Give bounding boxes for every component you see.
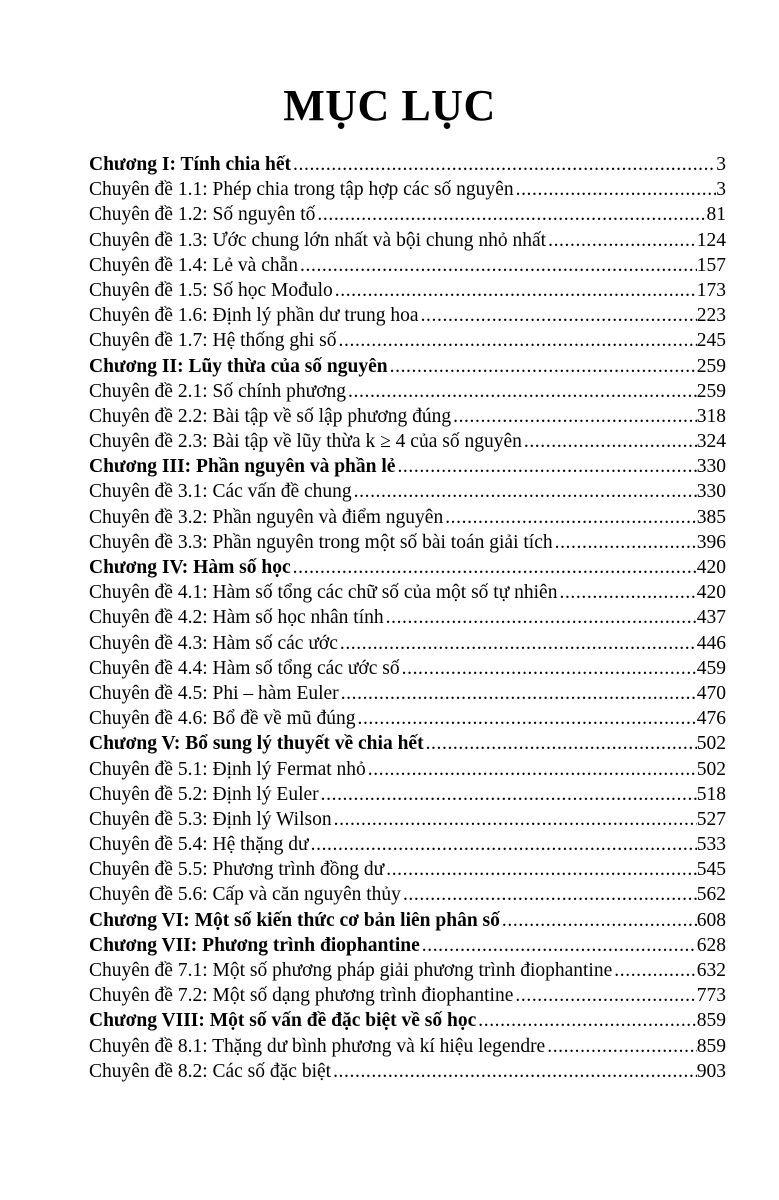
dot-leader (513, 983, 696, 1008)
dot-leader (331, 1059, 697, 1084)
toc-page-number: 259 (696, 380, 726, 402)
toc-section-row[interactable] (89, 1059, 726, 1084)
dot-leader (500, 908, 697, 933)
toc-entry-label: Chương VIII: Một số vấn đề đặc biệt về số học (89, 1010, 477, 1032)
dot-leader (384, 857, 697, 882)
dot-leader (333, 278, 697, 303)
dot-leader (355, 706, 696, 731)
toc-entry-label: Chuyên đề 4.2: Hàm số học nhân tính (89, 607, 384, 629)
dot-leader (315, 202, 706, 227)
toc-entry-label: Chương VI: Một số kiến thức cơ bản liên phân số (89, 909, 500, 931)
toc-page-number: 533 (696, 834, 726, 856)
toc-page-number: 81 (706, 204, 726, 226)
toc-entry-label: Chương VII: Phương trình điophantine (89, 934, 420, 956)
dot-leader (309, 832, 697, 857)
toc-page-number: 527 (696, 808, 726, 830)
toc-chapter-row[interactable] (89, 1008, 726, 1033)
toc-entry-label: Chương V: Bổ sung lý thuyết về chia hết (89, 733, 424, 755)
toc-section-row[interactable] (89, 681, 726, 706)
toc-page-number: 3 (716, 179, 726, 201)
dot-leader (546, 228, 697, 253)
toc-section-row[interactable] (89, 404, 726, 429)
toc-section-row[interactable] (89, 958, 726, 983)
toc-section-row[interactable] (89, 228, 726, 253)
toc-page-number: 545 (696, 859, 726, 881)
toc-entry-label: Chuyên đề 4.5: Phi – hàm Euler (89, 682, 339, 704)
toc-entry-label: Chuyên đề 1.4: Lẻ và chẵn (89, 254, 299, 276)
dot-leader (319, 782, 697, 807)
dot-leader (338, 631, 697, 656)
dot-leader (545, 1034, 697, 1059)
toc-entry-label: Chuyên đề 3.2: Phần nguyên và điểm nguyên (89, 506, 444, 528)
toc-entry-label: Chuyên đề 5.4: Hệ thặng dư (89, 834, 309, 856)
toc-section-row[interactable] (89, 580, 726, 605)
toc-section-row[interactable] (89, 832, 726, 857)
toc-chapter-row[interactable] (89, 454, 726, 479)
dot-leader (352, 479, 697, 504)
toc-section-row[interactable] (89, 530, 726, 555)
dot-leader (553, 530, 697, 555)
toc-entry-label: Chuyên đề 1.3: Ước chung lớn nhất và bội chung nhỏ nhất (89, 229, 547, 251)
dot-leader (514, 177, 717, 202)
toc-section-row[interactable] (89, 983, 726, 1008)
toc-page-number: 396 (696, 531, 726, 553)
page-title: MỤC LỤC (283, 81, 496, 130)
dot-leader (395, 454, 696, 479)
toc-section-row[interactable] (89, 429, 726, 454)
toc-entry-label: Chương I: Tính chia hết (89, 154, 292, 175)
toc-entry-label: Chuyên đề 3.1: Các vấn đề chung (89, 481, 352, 503)
dot-leader (291, 152, 716, 177)
toc-page-number: 859 (696, 1010, 726, 1032)
toc-section-row[interactable] (89, 278, 726, 303)
toc-entry-label: Chuyên đề 5.5: Phương trình đồng dư (89, 859, 385, 881)
toc-section-row[interactable] (89, 757, 726, 782)
toc-page-number: 124 (696, 229, 726, 251)
toc-entry-label: Chuyên đề 2.3: Bài tập về lũy thừa k ≥ 4 của số nguyên (89, 431, 522, 453)
toc-entry-label: Chuyên đề 4.4: Hàm số tổng các ước số (89, 657, 400, 679)
toc-chapter-row[interactable] (89, 555, 726, 580)
toc-page-number: 628 (696, 934, 726, 956)
toc-entry-label: Chuyên đề 3.3: Phần nguyên trong một số bài toán giải tích (89, 531, 553, 553)
toc-page-number: 502 (696, 733, 726, 755)
toc-section-row[interactable] (89, 1034, 726, 1059)
toc-page-number: 502 (696, 758, 726, 780)
toc-page-number: 330 (696, 481, 726, 503)
toc-page-number: 773 (696, 985, 726, 1007)
toc-section-row[interactable] (89, 605, 726, 630)
toc-page-number: 608 (696, 909, 726, 931)
toc-page-number: 470 (696, 682, 726, 704)
dot-leader (522, 429, 697, 454)
toc-section-row[interactable] (89, 631, 726, 656)
dot-leader (424, 731, 697, 756)
toc-entry-label: Chương IV: Hàm số học (89, 557, 291, 578)
dot-leader (339, 681, 697, 706)
toc-entry-label: Chuyên đề 5.1: Định lý Fermat nhỏ (89, 758, 366, 780)
toc-page-number: 476 (696, 708, 726, 730)
toc-section-row[interactable] (89, 253, 726, 278)
toc-section-row[interactable] (89, 379, 726, 404)
toc-page-number: 330 (696, 456, 726, 478)
toc-entry-label: Chuyên đề 8.2: Các số đặc biệt (89, 1060, 332, 1082)
dot-leader (298, 253, 697, 278)
toc-entry-label: Chương III: Phần nguyên và phần lẻ (89, 456, 396, 478)
toc-entry-label: Chuyên đề 7.1: Một số phương pháp giải phương trình điophantine (89, 960, 613, 981)
toc-section-row[interactable] (89, 202, 726, 227)
dot-leader (346, 379, 697, 404)
toc-page-number: 446 (696, 632, 726, 654)
toc-page-number: 459 (696, 657, 726, 679)
toc-entry-label: Chuyên đề 5.2: Định lý Euler (89, 783, 319, 805)
dot-leader (476, 1008, 697, 1033)
dot-leader (400, 656, 697, 681)
toc-entry-label: Chuyên đề 4.1: Hàm số tổng các chữ số của một số tự nhiên (89, 582, 558, 604)
toc-section-row[interactable] (89, 706, 726, 731)
toc-section-row[interactable] (89, 303, 726, 328)
toc-entry-label: Chuyên đề 5.3: Định lý Wilson (89, 808, 332, 830)
toc-chapter-row[interactable] (89, 152, 726, 177)
toc-section-row[interactable] (89, 328, 726, 353)
toc-chapter-row[interactable] (89, 908, 726, 933)
toc-entry-label: Chuyên đề 1.2: Số nguyên tố (89, 204, 316, 226)
toc-entry-label: Chuyên đề 8.1: Thặng dư bình phương và kí hiệu legendre (89, 1035, 546, 1057)
dot-leader (384, 605, 697, 630)
toc-entry-label: Chương II: Lũy thừa của số nguyên (89, 355, 388, 377)
dot-leader (401, 882, 697, 907)
toc-page-number: 223 (696, 305, 726, 327)
toc-page-number: 420 (696, 557, 726, 578)
toc-page-number: 632 (696, 960, 726, 981)
toc-chapter-row[interactable] (89, 354, 726, 379)
toc-page-number: 903 (696, 1060, 726, 1082)
toc-section-row[interactable] (89, 656, 726, 681)
toc-section-row[interactable] (89, 782, 726, 807)
toc-page-number: 259 (696, 355, 726, 377)
toc-chapter-row[interactable] (89, 731, 726, 756)
toc-entry-label: Chuyên đề 1.6: Định lý phần dư trung hoa (89, 305, 419, 327)
toc-page-number: 318 (696, 405, 726, 427)
dot-leader (332, 807, 697, 832)
toc-entry-label: Chuyên đề 4.6: Bổ đề về mũ đúng (89, 708, 356, 730)
dot-leader (557, 580, 696, 605)
toc-section-row[interactable] (89, 882, 726, 907)
toc-entry-label: Chuyên đề 7.2: Một số dạng phương trình điophantine (89, 985, 514, 1007)
toc-page-number: 518 (696, 783, 726, 805)
toc-entry-label: Chuyên đề 1.7: Hệ thống ghi số (89, 330, 337, 352)
toc-page-number: 385 (696, 506, 726, 528)
toc-section-row[interactable] (89, 479, 726, 504)
toc-section-row[interactable] (89, 177, 726, 202)
toc-entry-label: Chuyên đề 1.1: Phép chia trong tập hợp các số nguyên (89, 179, 514, 201)
toc-page-number: 437 (696, 607, 726, 629)
dot-leader (451, 404, 697, 429)
dot-leader (337, 328, 697, 353)
toc-page-number: 173 (696, 279, 726, 301)
toc-page-number: 420 (696, 582, 726, 604)
dot-leader (366, 757, 697, 782)
toc-page-number: 324 (696, 431, 726, 453)
dot-leader (443, 505, 697, 530)
dot-leader (420, 933, 697, 958)
toc-section-row[interactable] (89, 505, 726, 530)
dot-leader (419, 303, 697, 328)
toc-page-number: 562 (696, 884, 726, 906)
toc-entry-label: Chuyên đề 1.5: Số học Mođulo (89, 279, 333, 301)
toc-entry-label: Chuyên đề 4.3: Hàm số các ước (89, 632, 338, 654)
toc-chapter-row[interactable] (89, 933, 726, 958)
toc-entry-label: Chuyên đề 5.6: Cấp và căn nguyên thủy (89, 884, 401, 906)
toc-section-row[interactable] (89, 807, 726, 832)
table-of-contents (89, 152, 726, 1084)
toc-page-number: 859 (696, 1035, 726, 1057)
dot-leader (612, 958, 696, 983)
dot-leader (291, 555, 697, 580)
toc-section-row[interactable] (89, 857, 726, 882)
toc-entry-label: Chuyên đề 2.1: Số chính phương (89, 380, 347, 402)
toc-page-number: 3 (716, 154, 726, 175)
toc-page-number: 245 (696, 330, 726, 352)
toc-entry-label: Chuyên đề 2.2: Bài tập về số lập phương đúng (89, 405, 452, 427)
toc-page-number: 157 (696, 254, 726, 276)
dot-leader (388, 354, 697, 379)
